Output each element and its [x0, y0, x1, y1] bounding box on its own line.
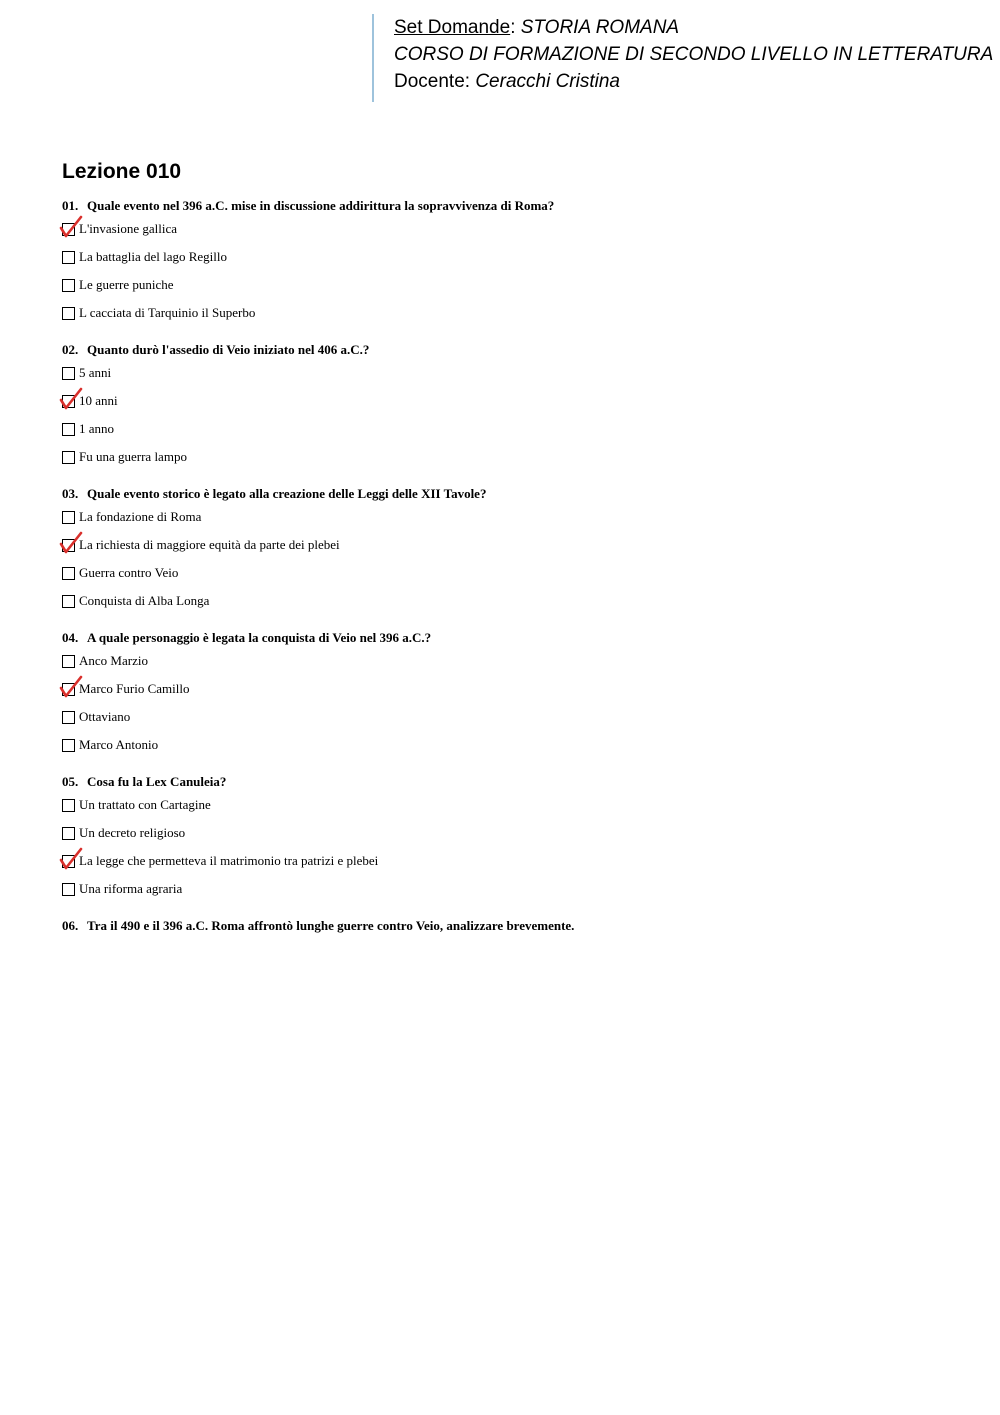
option-label: Un decreto religioso: [79, 825, 186, 840]
answer-option[interactable]: [62, 215, 962, 243]
question-block: [62, 916, 962, 935]
question-label: Quale evento storico è legato alla creazione delle Leggi delle XII Tavole?: [87, 486, 487, 501]
question-text: [62, 340, 962, 359]
option-label: L'invasione gallica: [79, 221, 178, 236]
answer-option[interactable]: [62, 299, 962, 327]
question-label: Tra il 490 e il 396 a.C. Roma affrontò lunghe guerre contro Veio, analizzare brevemente.: [87, 918, 575, 933]
checkmark-icon: [59, 532, 85, 556]
option-label: Fu una guerra lampo: [79, 449, 187, 464]
teacher-line: [394, 68, 993, 95]
option-label: La richiesta di maggiore equità da parte dei plebei: [79, 537, 340, 552]
question-block: [62, 772, 962, 903]
checkbox[interactable]: [62, 595, 75, 608]
course-title: CORSO DI FORMAZIONE DI SECONDO LIVELLO IN LETTERATURA: [394, 44, 994, 65]
option-label: Guerra contro Veio: [79, 565, 179, 580]
option-label: La fondazione di Roma: [79, 509, 202, 524]
options-list: [62, 503, 962, 615]
checkmark-icon: [59, 676, 85, 700]
answer-option[interactable]: [62, 387, 962, 415]
answer-option[interactable]: [62, 271, 962, 299]
option-label: L cacciata di Tarquinio il Superbo: [79, 305, 256, 320]
checkbox[interactable]: [62, 367, 75, 380]
question-number: 06.: [62, 918, 79, 933]
answer-option[interactable]: [62, 731, 962, 759]
lesson-title: Lezione 010: [62, 160, 182, 183]
set-line: [394, 14, 993, 41]
answer-option[interactable]: [62, 703, 962, 731]
option-label: 10 anni: [79, 393, 118, 408]
question-number: 01.: [62, 198, 79, 213]
options-list: [62, 791, 962, 903]
checkbox[interactable]: [62, 223, 75, 236]
option-label: 5 anni: [79, 365, 112, 380]
option-label: La legge che permetteva il matrimonio tra patrizi e plebei: [79, 853, 379, 868]
teacher-name: Ceracchi Cristina: [475, 71, 620, 92]
option-label: Ottaviano: [79, 709, 131, 724]
answer-option[interactable]: [62, 559, 962, 587]
checkbox[interactable]: [62, 567, 75, 580]
checkbox[interactable]: [62, 655, 75, 668]
answer-option[interactable]: [62, 847, 962, 875]
question-label: Quale evento nel 396 a.C. mise in discussione addirittura la sopravvivenza di Roma?: [87, 198, 555, 213]
option-label: 1 anno: [79, 421, 115, 436]
checkbox[interactable]: [62, 451, 75, 464]
set-label: Set Domande: [394, 17, 511, 38]
answer-option[interactable]: [62, 415, 962, 443]
question-label: Cosa fu la Lex Canuleia?: [87, 774, 227, 789]
answer-option[interactable]: [62, 875, 962, 903]
teacher-label: Docente:: [394, 71, 476, 92]
option-label: Una riforma agraria: [79, 881, 183, 896]
option-label: Anco Marzio: [79, 653, 148, 668]
question-text: [62, 484, 962, 503]
answer-option[interactable]: [62, 503, 962, 531]
question-text: [62, 916, 962, 935]
checkmark-icon: [59, 216, 85, 240]
checkbox[interactable]: [62, 307, 75, 320]
answer-option[interactable]: [62, 243, 962, 271]
options-list: [62, 647, 962, 759]
answer-option[interactable]: [62, 359, 962, 387]
question-text: [62, 196, 962, 215]
answer-option[interactable]: [62, 587, 962, 615]
answer-option[interactable]: [62, 647, 962, 675]
checkbox[interactable]: [62, 855, 75, 868]
question-label: Quanto durò l'assedio di Veio iniziato nel 406 a.C.?: [87, 342, 370, 357]
question-text: [62, 772, 962, 791]
answer-option[interactable]: [62, 675, 962, 703]
set-separator: :: [510, 17, 521, 38]
option-label: Conquista di Alba Longa: [79, 593, 210, 608]
checkbox[interactable]: [62, 711, 75, 724]
checkmark-icon: [59, 848, 85, 872]
question-number: 02.: [62, 342, 79, 357]
question-number: 04.: [62, 630, 79, 645]
question-text: [62, 628, 962, 647]
checkmark-icon: [59, 388, 85, 412]
document-header: [372, 14, 993, 102]
answer-option[interactable]: [62, 819, 962, 847]
checkbox[interactable]: [62, 799, 75, 812]
answer-option[interactable]: [62, 791, 962, 819]
set-value: STORIA ROMANA: [520, 17, 680, 38]
question-block: [62, 340, 962, 471]
option-label: La battaglia del lago Regillo: [79, 249, 228, 264]
checkbox[interactable]: [62, 251, 75, 264]
answer-option[interactable]: [62, 443, 962, 471]
question-block: [62, 628, 962, 759]
options-list: [62, 215, 962, 327]
option-label: Marco Furio Camillo: [79, 681, 190, 696]
options-list: [62, 359, 962, 471]
checkbox[interactable]: [62, 827, 75, 840]
checkbox[interactable]: [62, 539, 75, 552]
checkbox[interactable]: [62, 683, 75, 696]
question-list: [62, 196, 962, 948]
checkbox[interactable]: [62, 739, 75, 752]
answer-option[interactable]: [62, 531, 962, 559]
checkbox[interactable]: [62, 279, 75, 292]
checkbox[interactable]: [62, 423, 75, 436]
question-block: [62, 484, 962, 615]
checkbox[interactable]: [62, 511, 75, 524]
option-label: Marco Antonio: [79, 737, 159, 752]
question-block: [62, 196, 962, 327]
question-number: 03.: [62, 486, 79, 501]
option-label: Le guerre puniche: [79, 277, 174, 292]
question-number: 05.: [62, 774, 79, 789]
checkbox[interactable]: [62, 395, 75, 408]
checkbox[interactable]: [62, 883, 75, 896]
question-label: A quale personaggio è legata la conquista di Veio nel 396 a.C.?: [87, 630, 432, 645]
option-label: Un trattato con Cartagine: [79, 797, 211, 812]
